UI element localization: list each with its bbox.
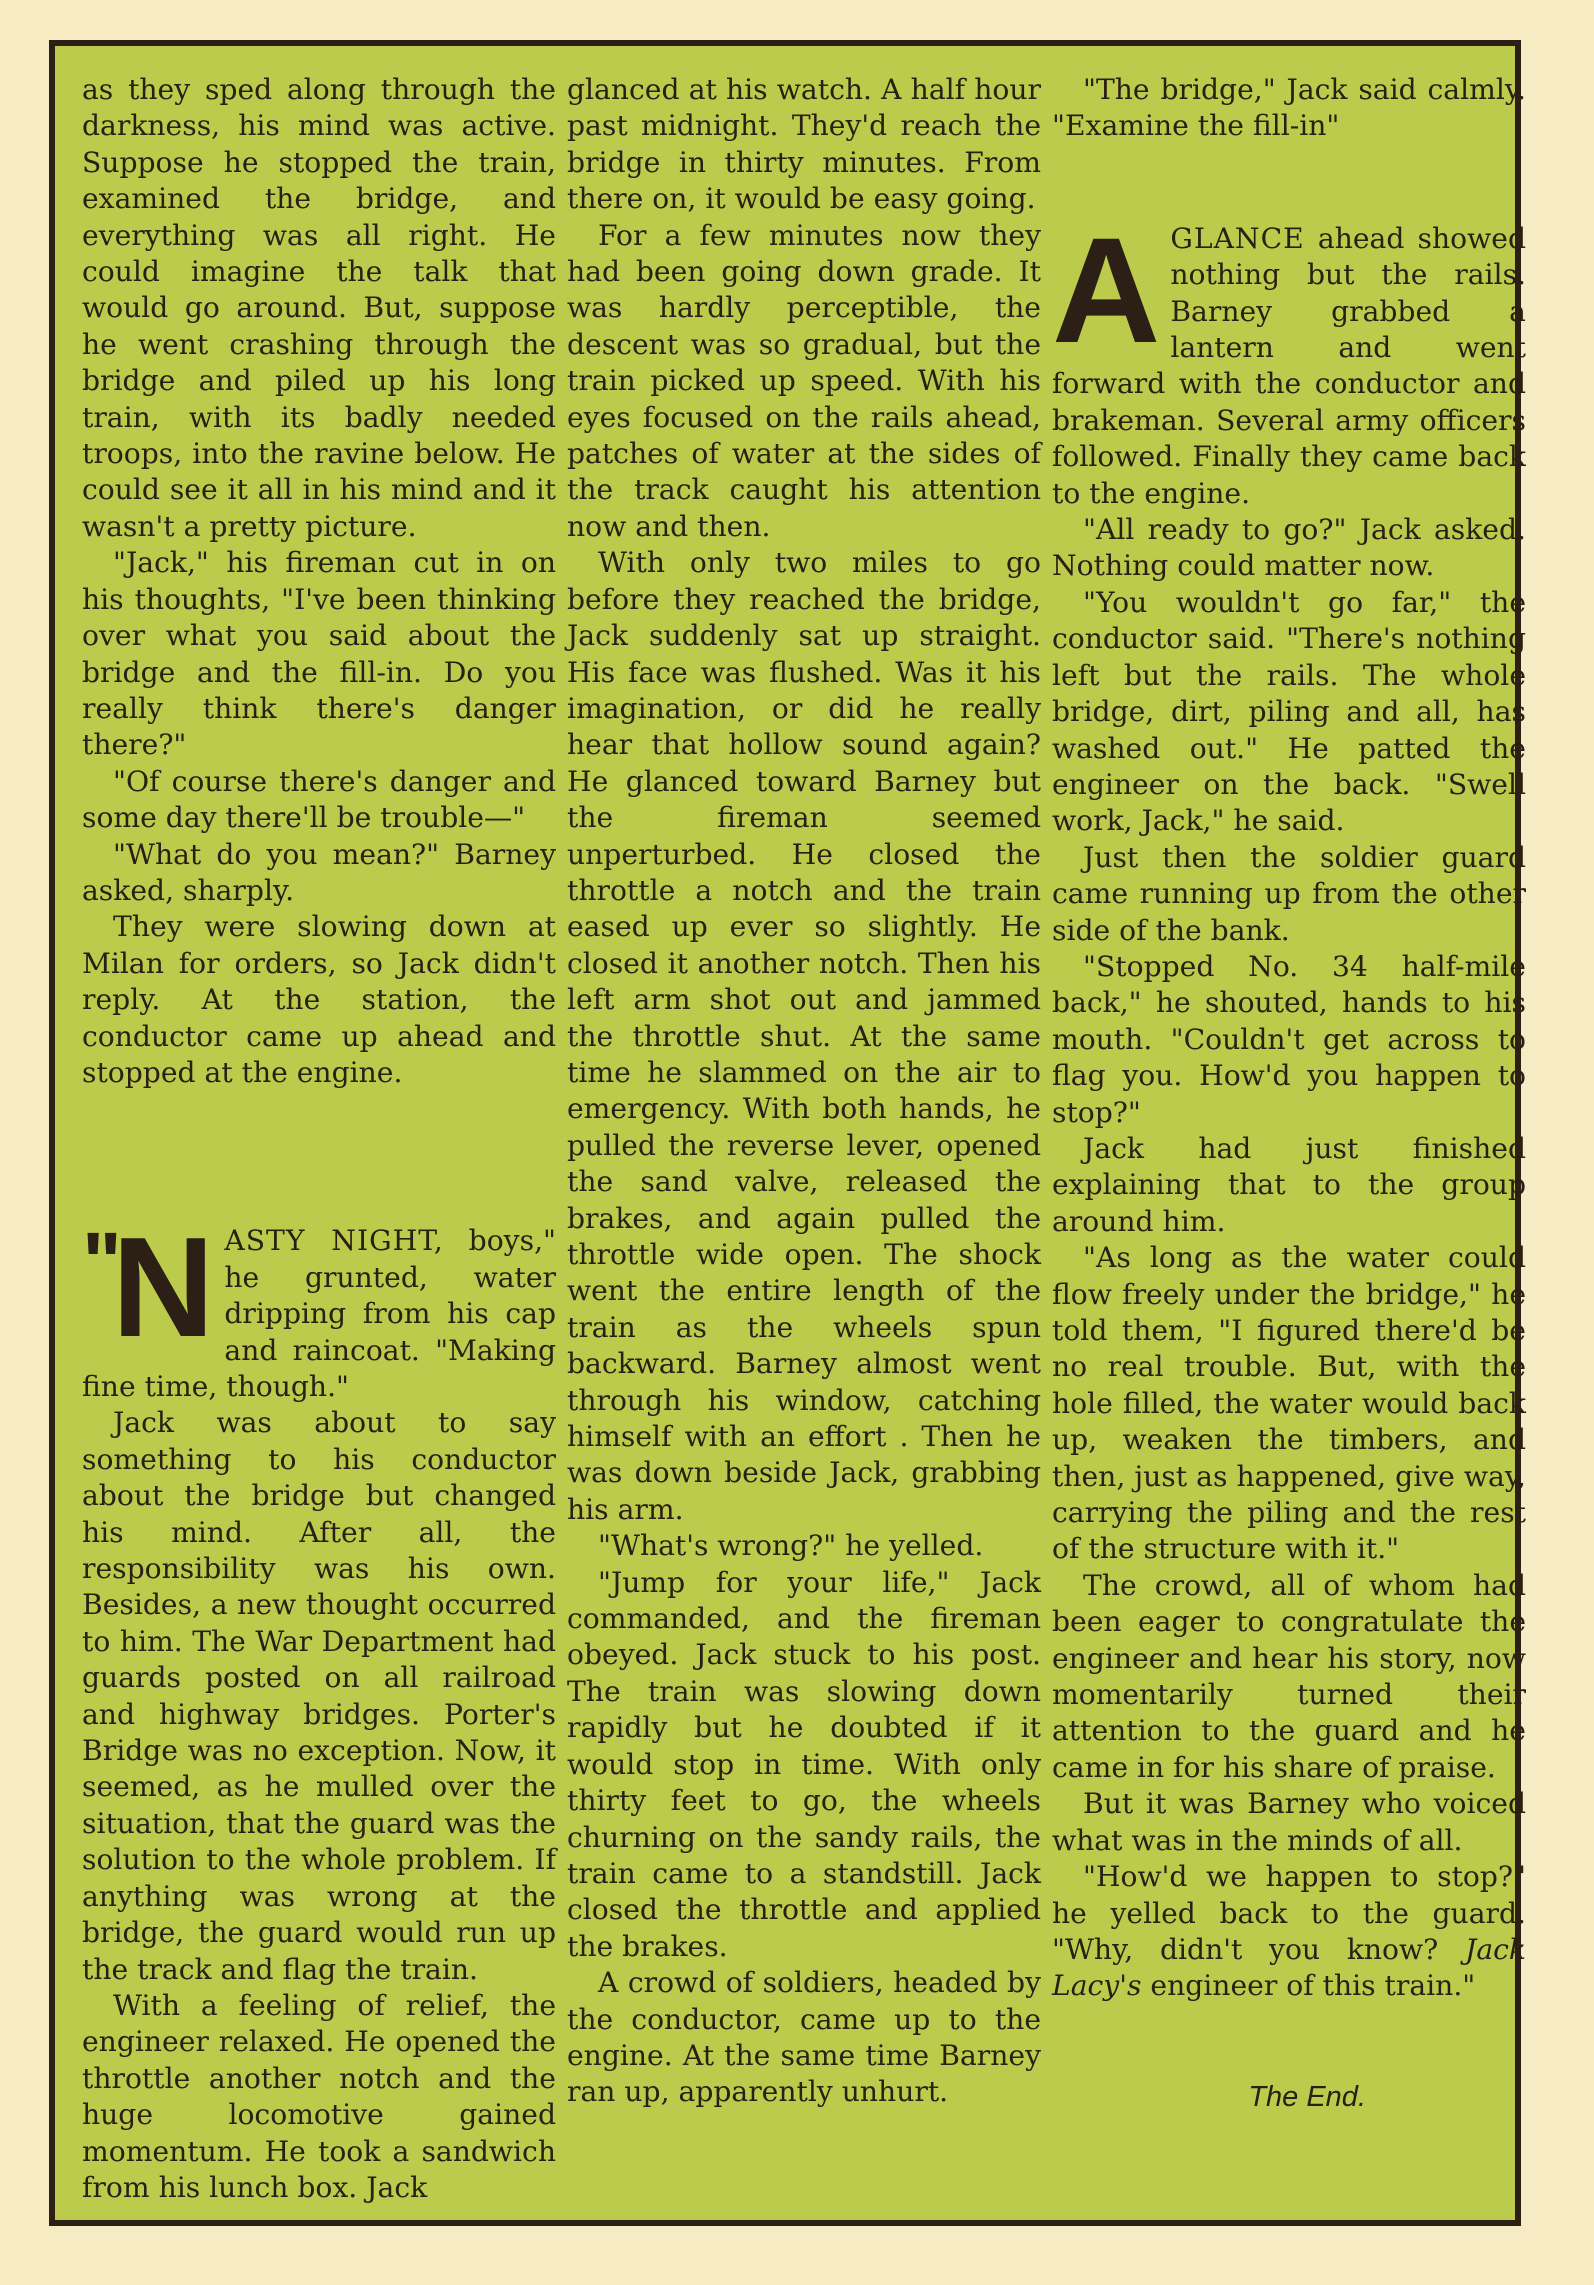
paragraph: glanced at his watch. A half hour past midnight. They'd reach the bridge in thirty minutes. From there on, it would be easy going.: [567, 73, 1041, 216]
text-column-3: [1052, 72, 1526, 2115]
paragraph: "All ready to go?" Jack asked. Nothing could matter now.: [1052, 513, 1526, 583]
paragraph: "What do you mean?" Barney asked, sharply.: [82, 837, 556, 907]
paragraph: "Of course there's danger and some day there'll be trouble—": [82, 764, 556, 835]
paragraph: "As long as the water could flow freely under the bridge," he told them, "I figured there'd be no real trouble. But, with the hole filled, the water would back up, weaken the timbers, and then, just as happened, give way, carrying the piling and the rest of the structure with it.": [1052, 1241, 1526, 1566]
drop-cap-letter: A: [1052, 220, 1161, 374]
text-column-1: [82, 72, 556, 2206]
paragraph: "You wouldn't go far," the conductor said. "There's nothing left but the rails. The whole bridge, dirt, piling and all, has washed out." He patted the engineer on the back. "Swell work, Jack," he said.: [1052, 585, 1526, 838]
story-page-panel: [49, 40, 1526, 2226]
paragraph: With only two miles to go before they reached the bridge, Jack suddenly sat up straight. His face was flushed. Was it his imagination, or did he really hear that hollow sound again? He glanced toward Barney but the fireman seemed unperturbed. He closed the throttle a notch and the train eased up ever so slightly. He closed it another notch. Then his left arm shot out and jammed the throttle shut. At the same time he slammed on the air to emergency. With both hands, he pulled the reverse lever, opened the sand valve, released the brakes, and again pulled the throttle wide open. The shock went the entire length of the train as the wheels spun backward. Barney almost went through his window, catching himself with an effort . Then he was down beside Jack, grabbing his arm.: [567, 546, 1041, 1526]
paragraph-text: ahead showed nothing but the rails. Barney grabbed a lantern and went forward with the conductor and brakeman. Several army officers followed. Finally they came back to the engine.: [1052, 221, 1526, 510]
paragraph-dropcap: [1052, 221, 1526, 512]
paragraph: They were slowing down at Milan for orders, so Jack didn't reply. At the station, the conductor came up ahead and stopped at the engine.: [82, 910, 556, 1089]
paragraph: A crowd of soldiers, headed by the conductor, came up to the engine. At the same time Barney ran up, apparently unhurt.: [567, 1966, 1041, 2109]
paragraph-text: "How'd we happen to stop?" he yelled back to the guard. "Why, didn't you know?: [1052, 1860, 1526, 1966]
paragraph-text: engineer of this train.": [1141, 1969, 1476, 2003]
paragraph-text: boys," he grunted, water dripping from his cap and raincoat. "Making fine time, though.": [82, 1224, 556, 1403]
paragraph: [1052, 1859, 1526, 2005]
paragraph: Just then the soldier guard came running up from the other side of the bank.: [1052, 840, 1526, 947]
paragraph: The crowd, all of whom had been eager to congratulate the engineer and hear his story, now momentarily turned their attention to the guard and he came in for his share of praise.: [1052, 1568, 1526, 1784]
small-caps-lead: GLANCE: [1170, 221, 1305, 255]
paragraph: "Stopped No. 34 half-mile back," he shouted, hands to his mouth. "Couldn't get across to flag you. How'd you happen to stop?": [1052, 949, 1526, 1129]
paragraph: Jack had just finished explaining that to the group around him.: [1052, 1131, 1526, 1238]
section-break: [1052, 145, 1526, 221]
paragraph: "Jump for your life," Jack commanded, and the fireman obeyed. Jack stuck to his post. The train was slowing down rapidly but he doubted if it would stop in time. With only thirty feet to go, the wheels churning on the sandy rails, the train came to a standstill. Jack closed the throttle and applied the brakes.: [567, 1565, 1041, 1963]
the-end-label: The End.: [1248, 2080, 1366, 2113]
paragraph: With a feeling of relief, the engineer relaxed. He opened the throttle another notch and the huge locomotive gained momentum. He took a sandwich from his lunch box. Jack: [82, 1988, 556, 2204]
small-caps-lead: ASTY NIGHT,: [224, 1224, 444, 1258]
drop-cap-letter: N: [111, 1223, 215, 1368]
section-break: [82, 1091, 556, 1223]
paragraph-dropcap: [82, 1223, 556, 1405]
paragraph: But it was Barney who voiced what was in the minds of all.: [1052, 1787, 1526, 1857]
paragraph: "Jack," his fireman cut in on his thoughts, "I've been thinking over what you said about the bridge and the fill-in. Do you really think there's danger there?": [82, 546, 556, 762]
opening-quote-mark: ": [82, 1223, 116, 1310]
paragraph: as they sped along through the darkness, his mind was active. Suppose he stopped the train, examined the bridge, and everything was all right. He could imagine the talk that would go around. But, suppose he went crashing through the bridge and piled up his long train, with its badly needed troops, into the ravine below. He could see it all in his mind and it wasn't a pretty picture.: [82, 73, 556, 543]
paragraph: Jack was about to say something to his conductor about the bridge but changed his mind. After all, the responsibility was his own. Besides, a new thought occurred to him. The War Department had guards posted on all railroad and highway bridges. Porter's Bridge was no exception. Now, it seemed, as he mulled over the situation, that the guard was the solution to the whole problem. If anything was wrong at the bridge, the guard would run up the track and flag the train.: [82, 1406, 556, 1986]
paragraph: For a few minutes now they had been going down grade. It was hardly perceptible, the descent was so gradual, but the train picked up speed. With his eyes focused on the rails ahead, patches of water at the sides of the track caught his attention now and then.: [567, 218, 1041, 543]
paragraph: "The bridge," Jack said calmly. "Examine the fill-in": [1052, 73, 1526, 143]
italic-name: Jack Lacy's: [1052, 1932, 1526, 2003]
paragraph: "What's wrong?" he yelled.: [598, 1529, 984, 1563]
text-column-2: [567, 72, 1041, 2111]
